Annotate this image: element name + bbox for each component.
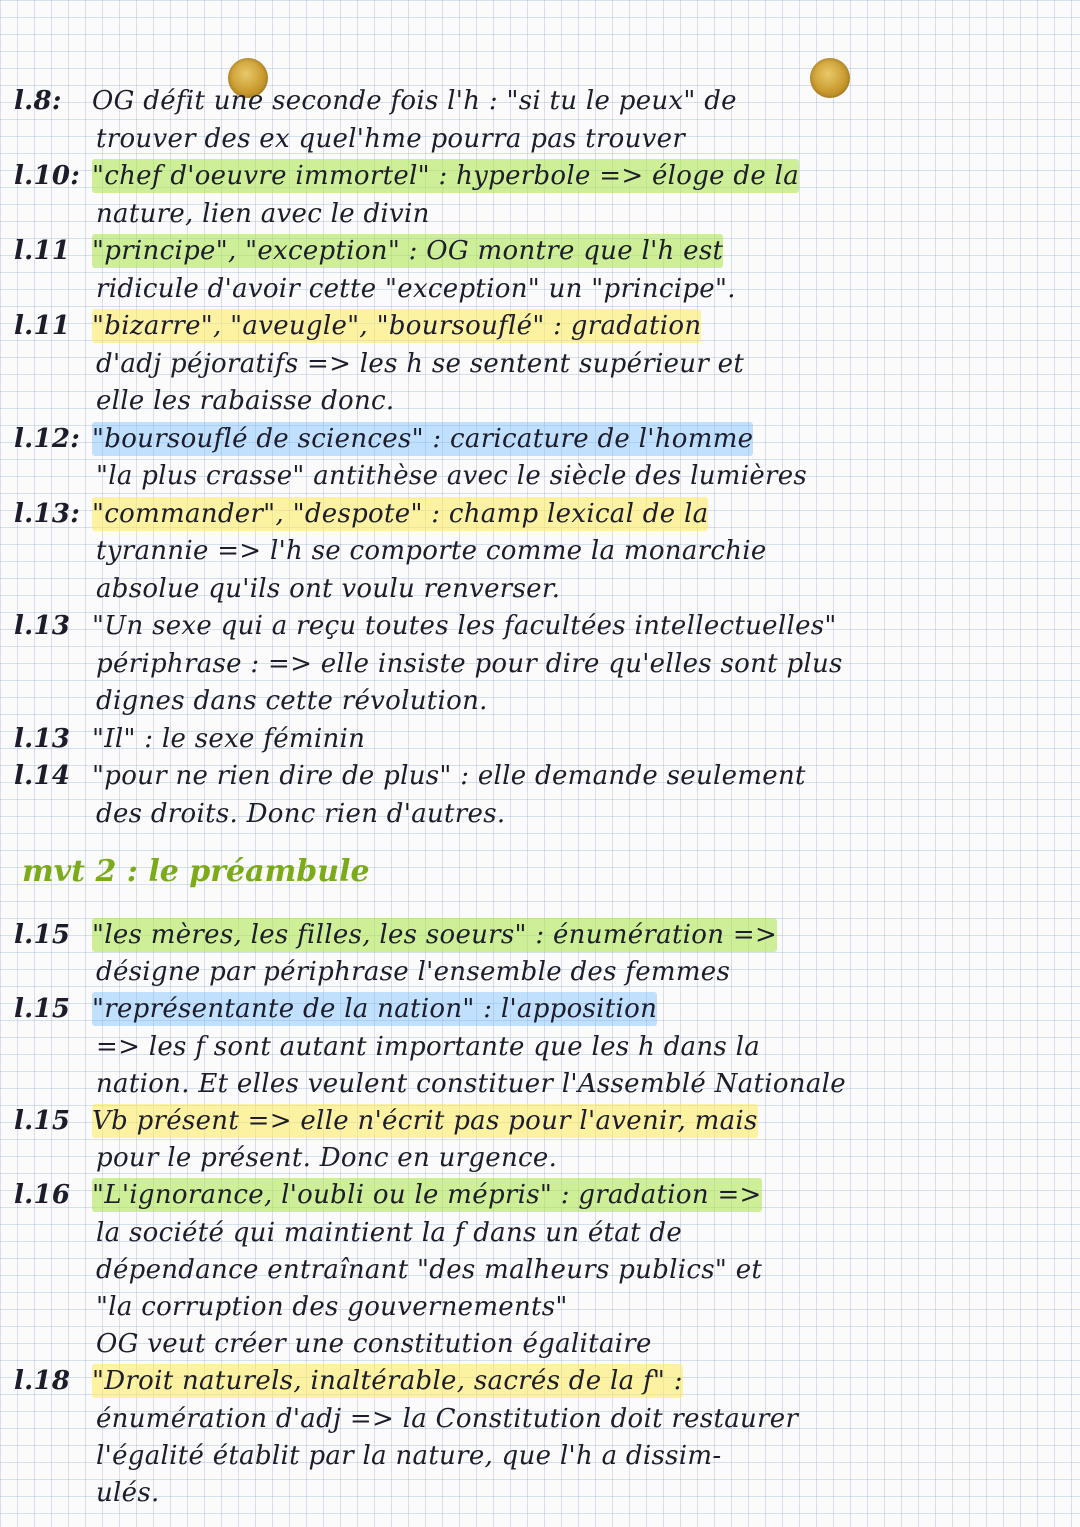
line-text: => les f sont autant importante que les h dans la	[96, 1031, 761, 1062]
line-text: OG défit une seconde fois l'h : "si tu le peux" de	[92, 86, 737, 116]
line-text: l'égalité établit par la nature, que l'h a dissim-	[96, 1440, 722, 1471]
line-text: la société qui maintient la f dans un état de	[96, 1217, 683, 1248]
line-text: Vb présent => elle n'écrit pas pour l'avenir, mais	[92, 1106, 758, 1136]
line-text: ulés.	[96, 1478, 160, 1508]
line-reference: l.15	[14, 994, 71, 1025]
line-text: énumération d'adj => la Constitution doit restaurer	[96, 1403, 799, 1434]
line-text: "Un sexe qui a reçu toutes les facultées intellectuelles"	[92, 611, 837, 641]
binder-hole-right	[810, 58, 850, 98]
line-text: absolue qu'ils ont voulu renverser.	[96, 573, 561, 604]
line-text: "Il" : le sexe féminin	[92, 723, 366, 754]
line-text: "représentante de la nation" : l'apposition	[92, 994, 658, 1025]
line-text: désigne par périphrase l'ensemble des femmes	[96, 957, 731, 988]
line-reference: l.11	[14, 236, 71, 266]
line-text: ridicule d'avoir cette "exception" un "principe".	[96, 273, 736, 304]
line-text: "commander", "despote" : champ lexical de la	[92, 498, 709, 529]
line-text: pour le présent. Donc en urgence.	[96, 1143, 558, 1174]
line-reference: l.18	[14, 1366, 71, 1397]
line-text: "principe", "exception" : OG montre que l'h est	[92, 236, 724, 266]
line-text: "la corruption des gouvernements"	[96, 1292, 568, 1322]
line-text: trouver des ex quel'hme pourra pas trouver	[96, 123, 686, 154]
line-text: dignes dans cette révolution.	[96, 686, 488, 716]
line-text: "pour ne rien dire de plus" : elle demande seulement	[92, 761, 806, 791]
heading-text: mvt 2 : le préambule	[22, 854, 370, 889]
line-reference: l.15	[14, 920, 71, 950]
line-reference: l.14	[14, 761, 71, 791]
line-reference: l.13:	[14, 498, 81, 529]
line-text: "bizarre", "aveugle", "boursouflé" : gradation	[92, 311, 702, 341]
line-text: nation. Et elles veulent constituer l'Assemblé Nationale	[96, 1068, 846, 1099]
line-text: dépendance entraînant "des malheurs publics" et	[96, 1254, 763, 1285]
line-text: OG veut créer une constitution égalitaire	[96, 1329, 652, 1360]
line-text: "Droit naturels, inaltérable, sacrés de la f" :	[92, 1366, 683, 1397]
line-text: tyrannie => l'h se comporte comme la monarchie	[96, 536, 767, 566]
line-reference: l.13	[14, 723, 71, 754]
line-reference: l.16	[14, 1180, 71, 1211]
line-text: périphrase : => elle insiste pour dire qu'elles sont plus	[96, 648, 843, 679]
line-reference: l.12:	[14, 423, 81, 454]
line-text: nature, lien avec le divin	[96, 198, 430, 229]
line-reference: l.8:	[14, 86, 62, 116]
line-text: "chef d'oeuvre immortel" : hyperbole => éloge de la	[92, 161, 800, 191]
line-reference: l.10:	[14, 161, 81, 191]
line-text: "la plus crasse" antithèse avec le siècle des lumières	[96, 461, 808, 491]
line-text: "L'ignorance, l'oubli ou le mépris" : gradation =>	[92, 1180, 762, 1211]
line-text: "les mères, les filles, les soeurs" : énumération =>	[92, 920, 778, 950]
section-heading	[22, 852, 370, 892]
line-reference: l.13	[14, 611, 71, 641]
line-text: des droits. Donc rien d'autres.	[96, 798, 506, 829]
line-text: "boursouflé de sciences" : caricature de l'homme	[92, 423, 754, 454]
line-reference: l.15	[14, 1106, 71, 1136]
line-reference: l.11	[14, 311, 71, 341]
line-text: d'adj péjoratifs => les h se sentent supérieur et	[96, 348, 745, 379]
line-text: elle les rabaisse donc.	[96, 386, 395, 416]
